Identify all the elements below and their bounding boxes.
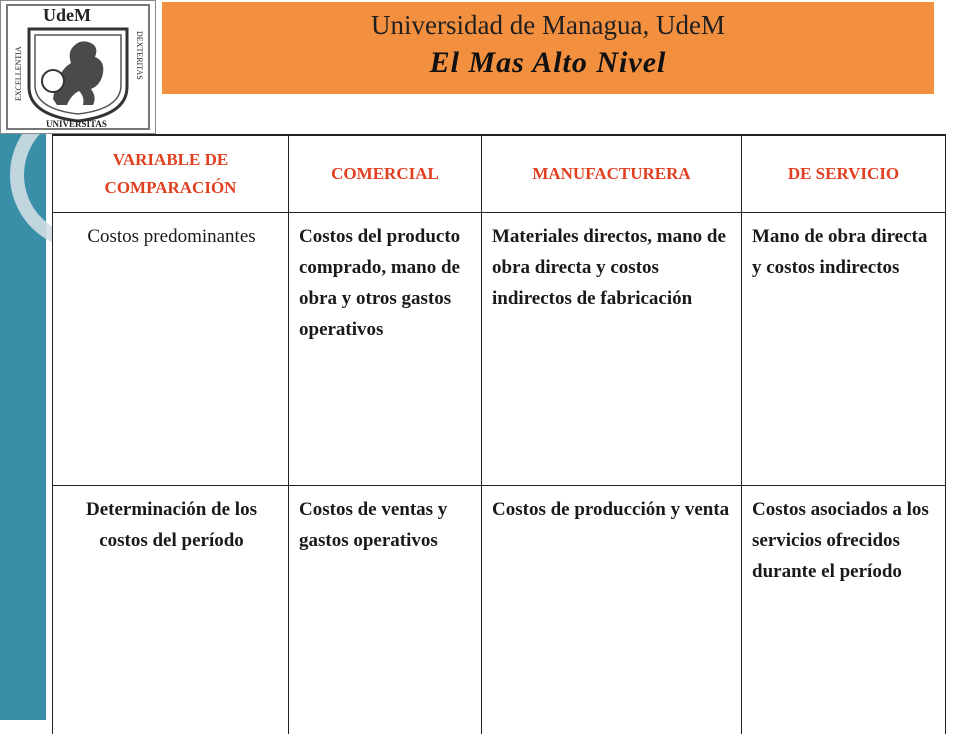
cell-manufacturera: Costos de producción y venta — [482, 486, 742, 734]
column-header-comercial: COMERCIAL — [289, 135, 482, 213]
title-banner — [162, 2, 934, 94]
svg-text:EXCELLENTIA: EXCELLENTIA — [14, 46, 23, 101]
svg-text:UdeM: UdeM — [43, 5, 91, 25]
cell-servicio: Costos asociados a los servicios ofrecidos durante el período — [742, 486, 946, 734]
cell-comercial: Costos de ventas y gastos operativos — [289, 486, 482, 734]
column-header-manufacturera: MANUFACTURERA — [482, 135, 742, 213]
row-label: Determinación de los costos del período — [53, 486, 289, 734]
comparison-table — [52, 134, 946, 734]
table-row — [53, 213, 946, 486]
cell-manufacturera: Materiales directos, mano de obra directa y costos indirectos de fabricación — [482, 213, 742, 486]
column-header-servicio: DE SERVICIO — [742, 135, 946, 213]
cell-servicio: Mano de obra directa y costos indirectos — [742, 213, 946, 486]
university-logo — [0, 0, 156, 134]
university-title: Universidad de Managua, UdeM — [162, 10, 934, 41]
cell-comercial: Costos del producto comprado, mano de obra y otros gastos operativos — [289, 213, 482, 486]
table-header-row — [53, 135, 946, 213]
university-motto: El Mas Alto Nivel — [162, 46, 934, 80]
column-header-variable: VARIABLE DE COMPARACIÓN — [53, 135, 289, 213]
row-label: Costos predominantes — [53, 213, 289, 486]
svg-text:DEXTERITAS: DEXTERITAS — [135, 31, 144, 80]
table-row — [53, 486, 946, 734]
svg-text:UNIVERSITAS: UNIVERSITAS — [46, 119, 107, 129]
crest-shield-icon — [1, 1, 155, 133]
